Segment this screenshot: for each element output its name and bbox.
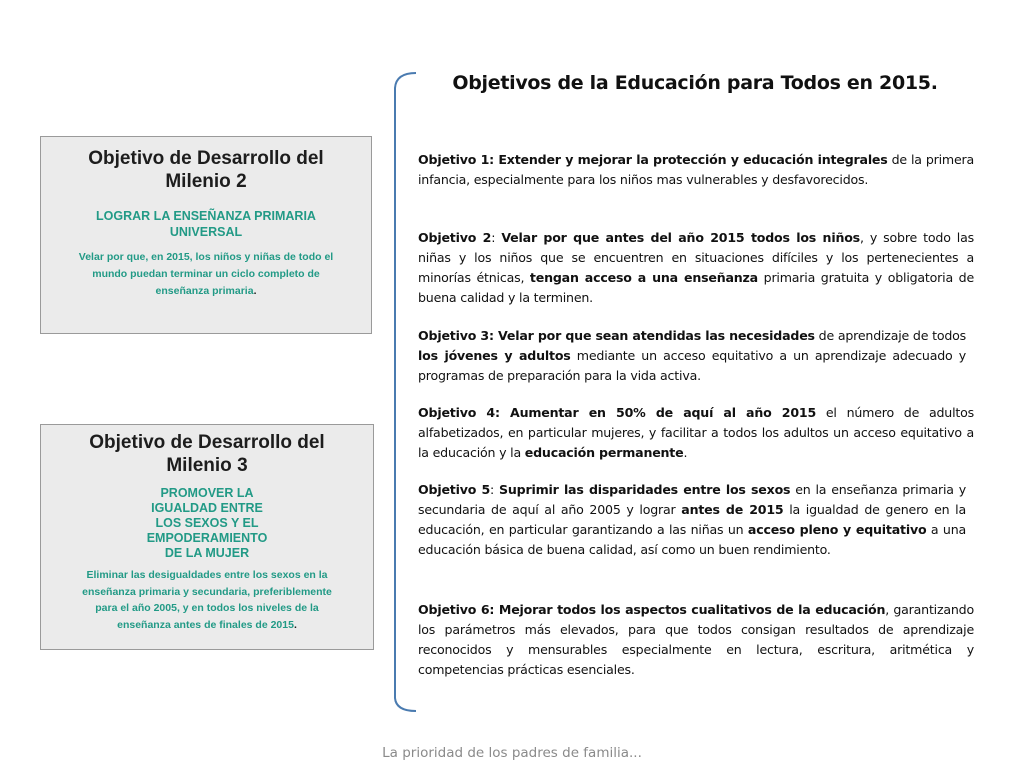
- objective-5: Objetivo 5: Suprimir las disparidades entre los sexos en la enseñanza primaria y secundaria de aquí al año 2005 y lograr antes de 2015 la igualdad de genero en la educación, en particular garantizando a las niñas un acceso pleno y equitativo a una educación básica de buena calidad, así como un buen rendimiento.: [418, 482, 966, 557]
- objective-6: Objetivo 6: Mejorar todos los aspectos cualitativos de la educación, garantizando los parámetros más elevados, para que todos consigan resultados de aprendizaje reconocidos y mensurables especialmente en lectura, escritura, aritmética y competencias prácticas esenciales.: [418, 602, 974, 677]
- objective-1: Objetivo 1: Extender y mejorar la protección y educación integrales de la primera infancia, especialmente para los niños mas vulnerables y desfavorecidos.: [418, 152, 974, 187]
- mdg2-body: Velar por que, en 2015, los niños y niñas de todo el mundo puedan terminar un ciclo completo de enseñanza primaria.: [78, 251, 334, 297]
- slide-footer: La prioridad de los padres de familia...: [382, 745, 642, 761]
- mdg3-subtitle: PROMOVER LA IGUALDAD ENTRE LOS SEXOS Y EL EMPODERAMIENTO DE LA MUJER: [146, 486, 268, 560]
- mdg2-subtitle: LOGRAR LA ENSEÑANZA PRIMARIA UNIVERSAL: [96, 209, 316, 239]
- objective-3: Objetivo 3: Velar por que sean atendidas las necesidades de aprendizaje de todos los jóvenes y adultos mediante un acceso equitativo a un aprendizaje adecuado y programas de preparación para la vida activa.: [418, 328, 966, 383]
- mdg3-box: [40, 424, 374, 650]
- mdg2-box: [40, 136, 372, 334]
- mdg3-heading: Objetivo de Desarrollo del Milenio 3: [89, 432, 325, 476]
- objective-4: Objetivo 4: Aumentar en 50% de aquí al año 2015 el número de adultos alfabetizados, en particular mujeres, y facilitar a todos los adultos un acceso equitativo a la educación y la educación permanente.: [418, 405, 974, 460]
- mdg2-heading: Objetivo de Desarrollo del Milenio 2: [88, 148, 324, 192]
- left-bracket: [388, 70, 420, 714]
- slide-title: Objetivos de la Educación para Todos en 2015.: [452, 72, 938, 94]
- objective-2: Objetivo 2: Velar por que antes del año 2015 todos los niños, y sobre todo las niñas y los niños que se encuentren en situaciones difíciles y los pertenecientes a minorías étnicas, tengan acceso a una enseñanza primaria gratuita y obligatoria de buena calidad y la terminen.: [418, 230, 974, 305]
- mdg3-body: Eliminar las desigualdades entre los sexos en la enseñanza primaria y secundaria, preferiblemente para el año 2005, y en todos los niveles de la enseñanza antes de finales de 2015.: [82, 569, 332, 631]
